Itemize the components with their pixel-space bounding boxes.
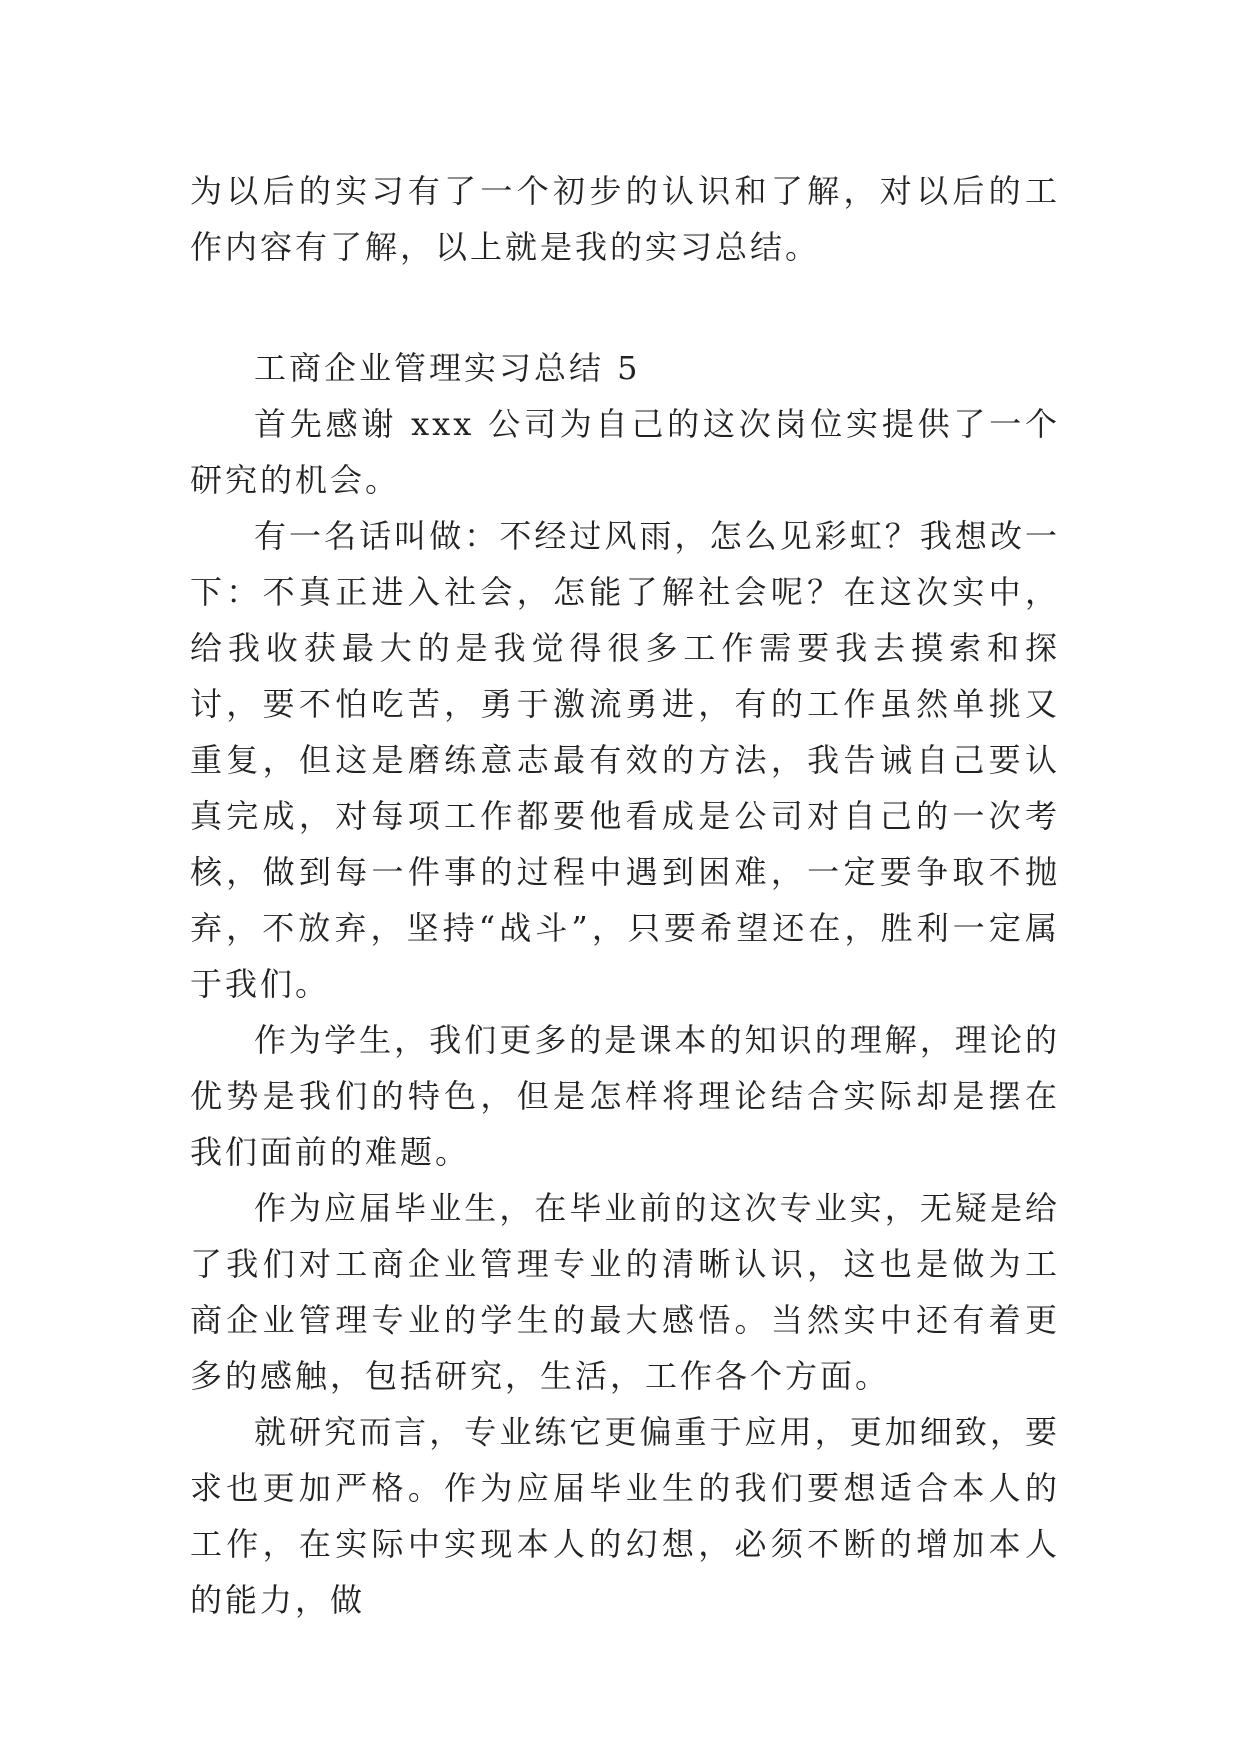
- document-body: [190, 163, 1060, 1628]
- paragraph-study: 就研究而言，专业练它更偏重于应用，更加细致，要求也更加严格。作为应届毕业生的我们要想适合本人的工作，在实际中实现本人的幻想，必须不断的增加本人的能力，做: [190, 1413, 1060, 1619]
- paragraph-continuation: 为以后的实习有了一个初步的认识和了解，对以后的工作内容有了解，以上就是我的实习总结。: [190, 172, 1060, 266]
- paragraph-graduate: 作为应届毕业生，在毕业前的这次专业实，无疑是给了我们对工商企业管理专业的清晰认识，这也是做为工商企业管理专业的学生的最大感悟。当然实中还有着更多的感触，包括研究，生活，工作各个方面。: [190, 1189, 1060, 1395]
- section-heading: 工商企业管理实习总结 5: [254, 349, 641, 387]
- paragraph-thanks: 首先感谢 xxx 公司为自己的这次岗位实提供了一个研究的机会。: [190, 405, 1060, 499]
- paragraph-student: 作为学生，我们更多的是课本的知识的理解，理论的优势是我们的特色，但是怎样将理论结合实际却是摆在我们面前的难题。: [190, 1021, 1060, 1171]
- paragraph-rainbow: 有一名话叫做：不经过风雨，怎么见彩虹？我想改一下：不真正进入社会，怎能了解社会呢？在这次实中，给我收获最大的是我觉得很多工作需要我去摸索和探讨，要不怕吃苦，勇于激流勇进，有的工作虽然单挑又重复，但这是磨练意志最有效的方法，我告诫自己要认真完成，对每项工作都要他看成是公司对自己的一次考核，做到每一件事的过程中遇到困难，一定要争取不抛弃，不放弃，坚持“战斗”，只要希望还在，胜利一定属于我们。: [190, 517, 1060, 1003]
